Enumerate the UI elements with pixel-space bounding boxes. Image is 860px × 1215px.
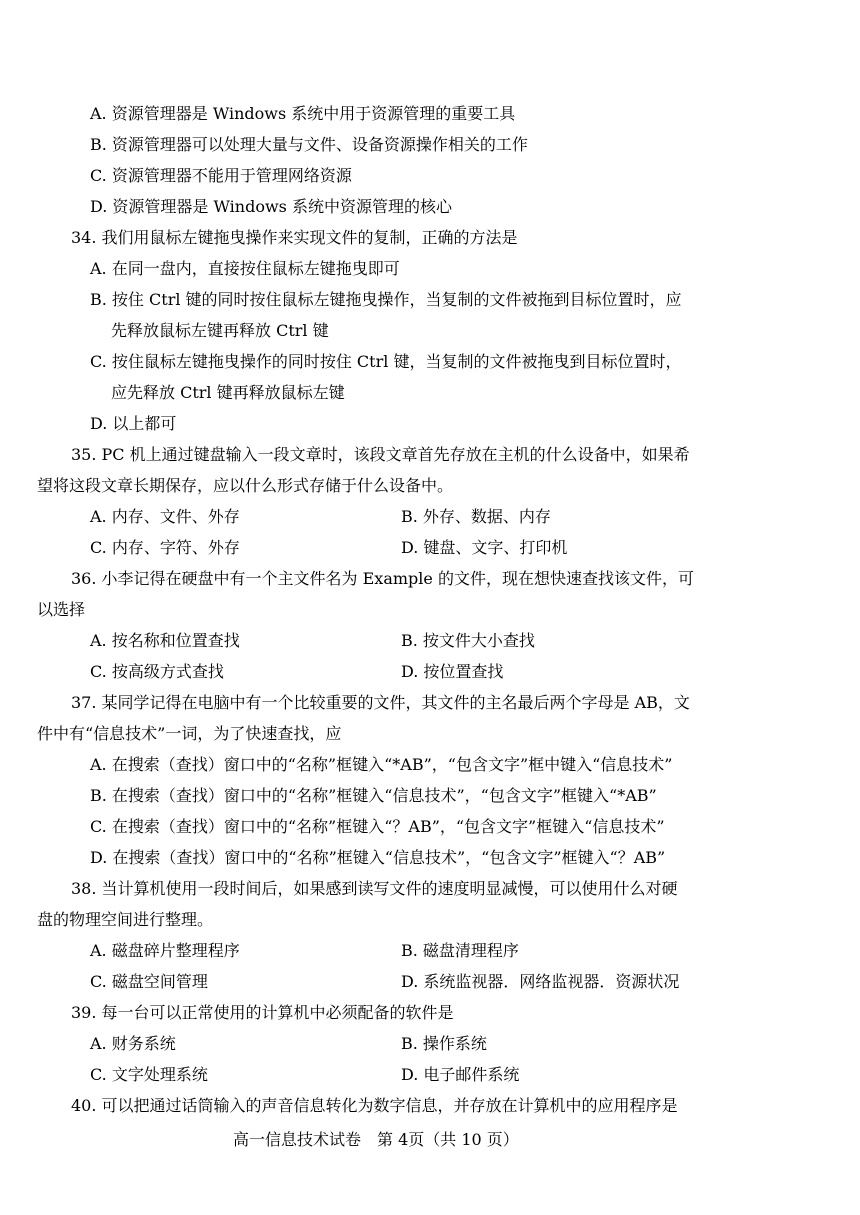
option-row <box>0 1059 860 1090</box>
question-36: 36. 小李记得在硬盘中有一个主文件名为 Example 的文件，现在想快速查找该文件，可 <box>71 569 694 588</box>
option-row <box>0 1028 860 1059</box>
option-b: B. 按文件大小查找 <box>401 631 535 650</box>
option-d: D. 键盘、文字、打印机 <box>401 538 568 557</box>
option-line: C. 在搜索（查找）窗口中的“名称”框键入“？AB”，“包含文字”框键入“信息技术” <box>90 817 665 836</box>
option-line: A. 在同一盘内，直接按住鼠标左键拖曳即可 <box>90 259 400 278</box>
option-row <box>0 656 860 687</box>
option-b: B. 外存、数据、内存 <box>401 507 551 526</box>
question-39: 39. 每一台可以正常使用的计算机中必须配备的软件是 <box>71 1003 454 1022</box>
question-continuation: 望将这段文章长期保存，应以什么形式存储于什么设备中。 <box>37 476 454 495</box>
option-c: C. 文字处理系统 <box>90 1065 208 1084</box>
option-d: D. 系统监视器．网络监视器．资源状况 <box>401 972 680 991</box>
option-a: A. 按名称和位置查找 <box>90 631 240 650</box>
option-row <box>0 966 860 997</box>
question-continuation: 件中有“信息技术”一词，为了快速查找，应 <box>37 724 342 743</box>
option-line: B. 按住 Ctrl 键的同时按住鼠标左键拖曳操作，当复制的文件被拖到目标位置时，应 <box>90 290 682 309</box>
option-line: B. 资源管理器可以处理大量与文件、设备资源操作相关的工作 <box>90 135 528 154</box>
option-continuation: 应先释放 Ctrl 键再释放鼠标左键 <box>111 383 345 402</box>
option-line: C. 资源管理器不能用于管理网络资源 <box>90 166 352 185</box>
question-37: 37. 某同学记得在电脑中有一个比较重要的文件，其文件的主名最后两个字母是 AB，文 <box>71 693 690 712</box>
question-34: 34. 我们用鼠标左键拖曳操作来实现文件的复制，正确的方法是 <box>71 228 518 247</box>
option-b: B. 磁盘清理程序 <box>401 941 519 960</box>
option-line: A. 资源管理器是 Windows 系统中用于资源管理的重要工具 <box>90 104 516 123</box>
option-c: C. 按高级方式查找 <box>90 662 224 681</box>
option-continuation: 先释放鼠标左键再释放 Ctrl 键 <box>111 321 329 340</box>
option-d: D. 按位置查找 <box>401 662 504 681</box>
option-a: A. 磁盘碎片整理程序 <box>90 941 240 960</box>
option-d: D. 电子邮件系统 <box>401 1065 520 1084</box>
option-row <box>0 935 860 966</box>
option-a: A. 财务系统 <box>90 1034 176 1053</box>
footer-text: 高一信息技术试卷 第 4页（共 10 页） <box>233 1130 519 1149</box>
question-40: 40. 可以把通过话筒输入的声音信息转化为数字信息，并存放在计算机中的应用程序是 <box>71 1096 678 1115</box>
question-35: 35. PC 机上通过键盘输入一段文章时，该段文章首先存放在主机的什么设备中，如果希 <box>71 445 690 464</box>
question-continuation: 以选择 <box>37 600 86 619</box>
option-a: A. 内存、文件、外存 <box>90 507 240 526</box>
option-b: B. 操作系统 <box>401 1034 487 1053</box>
option-c: C. 内存、字符、外存 <box>90 538 240 557</box>
option-line: A. 在搜索（查找）窗口中的“名称”框键入“*AB”，“包含文字”框中键入“信息技术” <box>90 755 673 774</box>
option-line: D. 在搜索（查找）窗口中的“名称”框键入“信息技术”，“包含文字”框键入“？AB” <box>90 848 666 867</box>
option-line: C. 按住鼠标左键拖曳操作的同时按住 Ctrl 键，当复制的文件被拖曳到目标位置时， <box>90 352 682 371</box>
option-c: C. 磁盘空间管理 <box>90 972 208 991</box>
option-row <box>0 625 860 656</box>
option-line: B. 在搜索（查找）窗口中的“名称”框键入“信息技术”，“包含文字”框键入“*AB” <box>90 786 657 805</box>
question-38: 38. 当计算机使用一段时间后，如果感到读写文件的速度明显减慢，可以使用什么对硬 <box>71 879 678 898</box>
option-line: D. 以上都可 <box>90 414 177 433</box>
option-line: D. 资源管理器是 Windows 系统中资源管理的核心 <box>90 197 452 216</box>
question-continuation: 盘的物理空间进行整理。 <box>37 910 214 929</box>
option-row <box>0 532 860 563</box>
option-row <box>0 501 860 532</box>
